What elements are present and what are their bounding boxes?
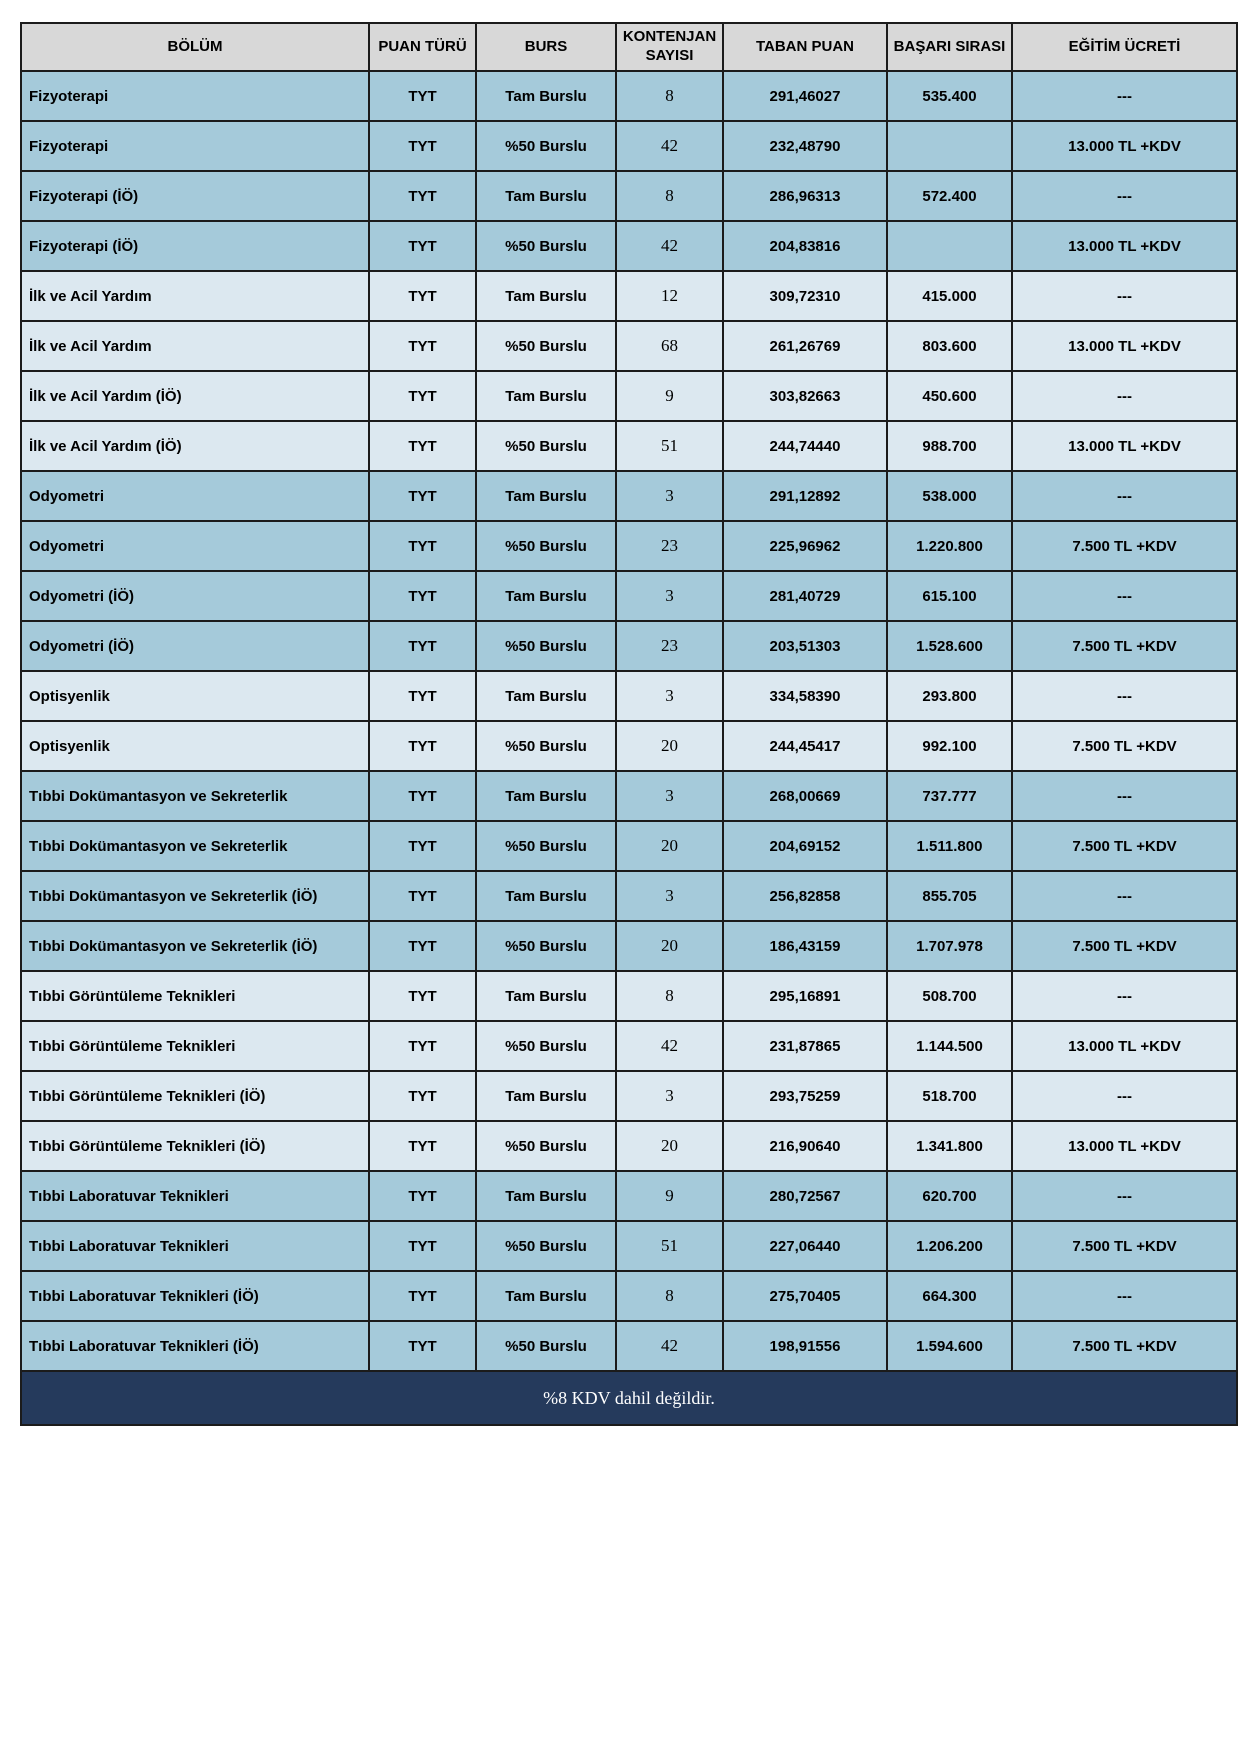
tuition-fee-cell: --- [1012,1171,1237,1221]
score-type-cell: TYT [369,171,476,221]
scholarship-cell: %50 Burslu [476,1321,616,1371]
tuition-fee-cell: 13.000 TL +KDV [1012,421,1237,471]
score-type-cell: TYT [369,1271,476,1321]
base-score-cell: 244,74440 [723,421,887,471]
success-rank-cell: 1.594.600 [887,1321,1012,1371]
quota-cell: 3 [616,871,723,921]
kdv-footer-note: %8 KDV dahil değildir. [21,1371,1237,1425]
score-type-cell: TYT [369,821,476,871]
base-score-cell: 334,58390 [723,671,887,721]
program-name-cell: Tıbbi Dokümantasyon ve Sekreterlik [21,771,369,821]
quota-cell: 51 [616,421,723,471]
score-type-cell: TYT [369,721,476,771]
tuition-fee-cell: 13.000 TL +KDV [1012,221,1237,271]
tuition-fee-cell: --- [1012,71,1237,121]
quota-cell: 42 [616,121,723,171]
base-score-cell: 280,72567 [723,1171,887,1221]
tuition-fee-cell: --- [1012,171,1237,221]
program-name-cell: Tıbbi Dokümantasyon ve Sekreterlik (İÖ) [21,921,369,971]
score-type-cell: TYT [369,871,476,921]
table-row [21,471,1237,521]
score-type-cell: TYT [369,1071,476,1121]
scholarship-cell: Tam Burslu [476,471,616,521]
tuition-fee-cell: 13.000 TL +KDV [1012,121,1237,171]
quota-cell: 12 [616,271,723,321]
base-score-cell: 291,12892 [723,471,887,521]
base-score-cell: 203,51303 [723,621,887,671]
score-type-cell: TYT [369,971,476,1021]
base-score-cell: 227,06440 [723,1221,887,1271]
tuition-fee-cell: --- [1012,571,1237,621]
table-row [21,171,1237,221]
header-puan-turu: PUAN TÜRÜ [369,23,476,71]
base-score-cell: 232,48790 [723,121,887,171]
quota-cell: 20 [616,1121,723,1171]
scholarship-cell: Tam Burslu [476,571,616,621]
tuition-fee-cell: --- [1012,371,1237,421]
program-name-cell: Odyometri [21,521,369,571]
quota-cell: 3 [616,571,723,621]
table-row [21,421,1237,471]
quota-cell: 3 [616,671,723,721]
program-name-cell: Odyometri (İÖ) [21,621,369,671]
quota-cell: 20 [616,721,723,771]
success-rank-cell: 1.528.600 [887,621,1012,671]
tuition-fee-cell: 13.000 TL +KDV [1012,321,1237,371]
quota-cell: 42 [616,1021,723,1071]
base-score-cell: 286,96313 [723,171,887,221]
scholarship-cell: %50 Burslu [476,421,616,471]
tuition-fee-cell: 13.000 TL +KDV [1012,1021,1237,1071]
scholarship-cell: Tam Burslu [476,371,616,421]
scholarship-cell: Tam Burslu [476,271,616,321]
program-name-cell: Optisyenlik [21,721,369,771]
header-egitim-ucreti: EĞİTİM ÜCRETİ [1012,23,1237,71]
header-burs: BURS [476,23,616,71]
header-row [21,23,1237,71]
success-rank-cell: 737.777 [887,771,1012,821]
scholarship-cell: %50 Burslu [476,521,616,571]
success-rank-cell: 508.700 [887,971,1012,1021]
quota-cell: 68 [616,321,723,371]
table-row [21,1221,1237,1271]
success-rank-cell: 415.000 [887,271,1012,321]
scholarship-cell: %50 Burslu [476,1221,616,1271]
scholarship-cell: %50 Burslu [476,621,616,671]
program-name-cell: İlk ve Acil Yardım (İÖ) [21,371,369,421]
success-rank-cell: 1.511.800 [887,821,1012,871]
score-type-cell: TYT [369,271,476,321]
table-row [21,221,1237,271]
quota-cell: 23 [616,621,723,671]
tuition-fee-cell: --- [1012,1271,1237,1321]
quota-cell: 9 [616,1171,723,1221]
base-score-cell: 303,82663 [723,371,887,421]
score-type-cell: TYT [369,621,476,671]
table-row [21,971,1237,1021]
program-name-cell: Fizyoterapi (İÖ) [21,221,369,271]
scholarship-cell: %50 Burslu [476,221,616,271]
program-name-cell: Tıbbi Görüntüleme Teknikleri [21,1021,369,1071]
base-score-cell: 295,16891 [723,971,887,1021]
score-type-cell: TYT [369,571,476,621]
header-bolum: BÖLÜM [21,23,369,71]
table-row [21,921,1237,971]
base-score-cell: 275,70405 [723,1271,887,1321]
success-rank-cell: 293.800 [887,671,1012,721]
tuition-fee-cell: 7.500 TL +KDV [1012,1321,1237,1371]
table-row [21,1071,1237,1121]
success-rank-cell: 538.000 [887,471,1012,521]
scholarship-cell: Tam Burslu [476,71,616,121]
tuition-fee-cell: --- [1012,671,1237,721]
success-rank-cell: 664.300 [887,1271,1012,1321]
quota-cell: 8 [616,971,723,1021]
program-name-cell: İlk ve Acil Yardım [21,271,369,321]
tuition-table [20,22,1238,1426]
table-row [21,671,1237,721]
tuition-fee-cell: 7.500 TL +KDV [1012,721,1237,771]
base-score-cell: 291,46027 [723,71,887,121]
score-type-cell: TYT [369,421,476,471]
success-rank-cell: 615.100 [887,571,1012,621]
scholarship-cell: Tam Burslu [476,1071,616,1121]
score-type-cell: TYT [369,521,476,571]
tuition-fee-cell: 7.500 TL +KDV [1012,521,1237,571]
score-type-cell: TYT [369,1221,476,1271]
success-rank-cell: 1.341.800 [887,1121,1012,1171]
score-type-cell: TYT [369,321,476,371]
scholarship-cell: %50 Burslu [476,921,616,971]
table-row [21,371,1237,421]
program-name-cell: Tıbbi Laboratuvar Teknikleri (İÖ) [21,1321,369,1371]
tuition-fee-cell: 7.500 TL +KDV [1012,821,1237,871]
tuition-fee-cell: --- [1012,971,1237,1021]
scholarship-cell: %50 Burslu [476,821,616,871]
tuition-table-container [20,22,1236,1426]
table-row [21,521,1237,571]
base-score-cell: 293,75259 [723,1071,887,1121]
scholarship-cell: Tam Burslu [476,871,616,921]
success-rank-cell: 988.700 [887,421,1012,471]
base-score-cell: 231,87865 [723,1021,887,1071]
score-type-cell: TYT [369,371,476,421]
success-rank-cell [887,221,1012,271]
base-score-cell: 261,26769 [723,321,887,371]
table-row [21,621,1237,671]
scholarship-cell: %50 Burslu [476,721,616,771]
success-rank-cell: 1.206.200 [887,1221,1012,1271]
program-name-cell: Tıbbi Görüntüleme Teknikleri (İÖ) [21,1121,369,1171]
program-name-cell: Tıbbi Laboratuvar Teknikleri (İÖ) [21,1271,369,1321]
quota-cell: 3 [616,771,723,821]
program-name-cell: Odyometri [21,471,369,521]
score-type-cell: TYT [369,471,476,521]
quota-cell: 8 [616,171,723,221]
score-type-cell: TYT [369,1321,476,1371]
success-rank-cell: 535.400 [887,71,1012,121]
base-score-cell: 186,43159 [723,921,887,971]
success-rank-cell: 1.220.800 [887,521,1012,571]
success-rank-cell: 518.700 [887,1071,1012,1121]
quota-cell: 51 [616,1221,723,1271]
program-name-cell: Fizyoterapi [21,121,369,171]
tuition-fee-cell: 7.500 TL +KDV [1012,621,1237,671]
program-name-cell: Tıbbi Görüntüleme Teknikleri [21,971,369,1021]
program-name-cell: Tıbbi Görüntüleme Teknikleri (İÖ) [21,1071,369,1121]
program-name-cell: Tıbbi Dokümantasyon ve Sekreterlik [21,821,369,871]
quota-cell: 42 [616,221,723,271]
program-name-cell: Tıbbi Laboratuvar Teknikleri [21,1221,369,1271]
program-name-cell: Fizyoterapi [21,71,369,121]
tuition-fee-cell: 7.500 TL +KDV [1012,921,1237,971]
program-name-cell: İlk ve Acil Yardım (İÖ) [21,421,369,471]
header-basari-sirasi: BAŞARI SIRASI [887,23,1012,71]
scholarship-cell: Tam Burslu [476,671,616,721]
quota-cell: 8 [616,1271,723,1321]
quota-cell: 8 [616,71,723,121]
success-rank-cell: 572.400 [887,171,1012,221]
scholarship-cell: Tam Burslu [476,1271,616,1321]
program-name-cell: Optisyenlik [21,671,369,721]
quota-cell: 23 [616,521,723,571]
tuition-fee-cell: --- [1012,771,1237,821]
tuition-fee-cell: 13.000 TL +KDV [1012,1121,1237,1171]
base-score-cell: 198,91556 [723,1321,887,1371]
table-row [21,121,1237,171]
base-score-cell: 281,40729 [723,571,887,621]
base-score-cell: 268,00669 [723,771,887,821]
scholarship-cell: Tam Burslu [476,771,616,821]
score-type-cell: TYT [369,921,476,971]
header-kontenjan-sayisi: KONTENJAN SAYISI [616,23,723,71]
table-row [21,721,1237,771]
score-type-cell: TYT [369,121,476,171]
table-row [21,1271,1237,1321]
program-name-cell: İlk ve Acil Yardım [21,321,369,371]
scholarship-cell: %50 Burslu [476,1021,616,1071]
quota-cell: 3 [616,471,723,521]
score-type-cell: TYT [369,671,476,721]
table-row [21,1321,1237,1371]
success-rank-cell: 1.707.978 [887,921,1012,971]
program-name-cell: Tıbbi Laboratuvar Teknikleri [21,1171,369,1221]
tuition-fee-cell: --- [1012,271,1237,321]
success-rank-cell: 620.700 [887,1171,1012,1221]
base-score-cell: 225,96962 [723,521,887,571]
tuition-fee-cell: --- [1012,1071,1237,1121]
scholarship-cell: %50 Burslu [476,1121,616,1171]
quota-cell: 20 [616,821,723,871]
table-row [21,871,1237,921]
scholarship-cell: Tam Burslu [476,171,616,221]
base-score-cell: 204,83816 [723,221,887,271]
base-score-cell: 244,45417 [723,721,887,771]
footer-row [21,1371,1237,1425]
scholarship-cell: Tam Burslu [476,971,616,1021]
success-rank-cell: 855.705 [887,871,1012,921]
score-type-cell: TYT [369,1021,476,1071]
quota-cell: 42 [616,1321,723,1371]
tuition-fee-cell: --- [1012,471,1237,521]
scholarship-cell: Tam Burslu [476,1171,616,1221]
quota-cell: 9 [616,371,723,421]
tuition-fee-cell: 7.500 TL +KDV [1012,1221,1237,1271]
quota-cell: 3 [616,1071,723,1121]
header-taban-puan: TABAN PUAN [723,23,887,71]
base-score-cell: 309,72310 [723,271,887,321]
score-type-cell: TYT [369,1171,476,1221]
base-score-cell: 204,69152 [723,821,887,871]
table-row [21,821,1237,871]
success-rank-cell: 992.100 [887,721,1012,771]
table-row [21,271,1237,321]
success-rank-cell: 1.144.500 [887,1021,1012,1071]
success-rank-cell: 450.600 [887,371,1012,421]
program-name-cell: Tıbbi Dokümantasyon ve Sekreterlik (İÖ) [21,871,369,921]
score-type-cell: TYT [369,71,476,121]
table-row [21,1021,1237,1071]
table-row [21,771,1237,821]
score-type-cell: TYT [369,221,476,271]
success-rank-cell [887,121,1012,171]
table-row [21,71,1237,121]
scholarship-cell: %50 Burslu [476,121,616,171]
table-row [21,571,1237,621]
table-body [21,71,1237,1371]
table-row [21,1121,1237,1171]
score-type-cell: TYT [369,1121,476,1171]
quota-cell: 20 [616,921,723,971]
base-score-cell: 216,90640 [723,1121,887,1171]
score-type-cell: TYT [369,771,476,821]
table-row [21,321,1237,371]
program-name-cell: Fizyoterapi (İÖ) [21,171,369,221]
table-row [21,1171,1237,1221]
base-score-cell: 256,82858 [723,871,887,921]
program-name-cell: Odyometri (İÖ) [21,571,369,621]
success-rank-cell: 803.600 [887,321,1012,371]
scholarship-cell: %50 Burslu [476,321,616,371]
tuition-fee-cell: --- [1012,871,1237,921]
